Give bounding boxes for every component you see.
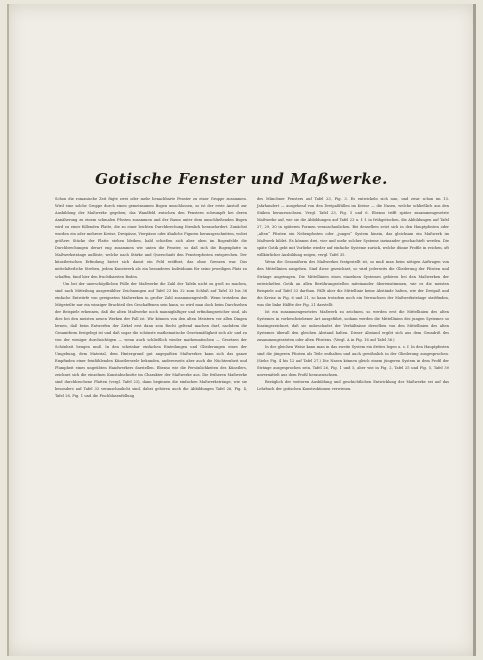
paragraph: Um bei der unerschöpflichen Fülle der Maßwerke die Zahl der Tafeln nicht zu groß zu machen, sind nach Mitteilung ausgewählter Zeichnungen auf Tafel 23 bis 32 zum Schluß auf Tafel 33 bis 36 einfache Entwürfe von geeigneten Maßwerken in großer Zahl zusammengestellt. Wenn trotzdem das Mitgeteilte nur ein winziger Bruchteil des Geschaffenen sein kann, so wird man doch beim Durchsehen der Beispiele erkennen, daß die alten Maßwerke noch mannigfaltiger und erfindungsreicher sind, als dies bei den meisten neuen Werken der Fall ist. Wir können von den alten Meistern vor allen Dingen lernen, daß beim Entwerfen der Zirkel erst dann sein Recht geltend machen darf, nachdem die Gesamtform festgelegt ist und daß sogar die schönste mathematische Gesetzmäßigkeit sich ab- und zu von der weniger durchsichtigen — wenn auch schließlich wieder mathematischen — Gesetzen der Schönheit beugen muß. In den scheinbar einfachen Einteilungen und Gliederungen eines der Umgebung, dem Material, dem Hintergrund gut angepaßten Maßwerkes kann sich das ganze Empfinden einer feinfühlenden Künstlerseele bekunden, andererseits aber auch die Nüchternheit und Plumpheit eines ungeübten Handwerkers darstellen. Ebenso wie die Persönlichkeiten des Künstlers, zeichnet sich die einzelnen Kunstabschnitte im Charakter der Maßwerke aus. Die früheren Maßwerke sind durchbrochene Platten (vergl. Tafel 23), dann beginnen die einfachen Maßwerkstränge, wie sie besonders auf Tafel 33 veranschaulicht sind, dabei gehören auch die Abbildungen Tafel 26, Fig. 4, Tafel 28, Fig. 1 und die Fischblasenfüllung (55, 281, 247, 399)
paragraph: Ist ein zusammengesetztes Maßwerk zu zeichnen, so werden erst die Mittellinien des alten Systemes in vorbeschriebener Art ausgeführt, sodann werden die Mittellinien des jungen Systemes so hineingezeichnet, daß sie unbeschadet der Verhältnisse derselben von den Mittellinien des alten Systemes überall den gleichen Abstand halten. Dieser Abstand ergibt sich aus dem Grundriß des zusammengesetzten oder alten Pfostens. (Vergl. A in Fig. 16 auf Tafel 36.) (257, 309, 449, 342)
paragraph: In der gleichen Weise kann man in das zweite System ein drittes legen u. s. f. In den Hauptpfosten sind die jüngeren Pfosten als Teile enthalten und auch gewöhnlich in der Gliederung ausgesprochen. (Siehe Fig. 4 bis 12 auf Tafel 27.) Die Nasen können gleich einem jüngeren System in dem Profil der Stränge ausgesprochen sein, Tafel 26, Fig. 1 und 5, aber wie in Fig. 2, Tafel 25 und Fig. 5, Tafel 30 unvermittelt aus dem Profil herauswachsen. (257, 344, 449, 378)
paragraph: Bezüglich der weiteren Ausbildung und geschichtlichen Entwicklung der Maßwerke sei auf das Lehrbuch der gotischen Konstruktionen verwiesen. (257, 380, 449, 392)
book-page (7, 4, 476, 656)
paragraph: Schon die romanische Zeit fügte zwei oder mehr benachbarte Fenster zu einer Gruppe zusammen. Wird eine solche Gruppe durch einen gemeinsamen Bogen umschlossen, so ist der erste Anstoß zur Ausbildung der Maßwerke gegeben; das Wandfeld zwischen den Fenstern schrumpft bei deren Annäherung zu einem schmalen Pfosten zusammen und der Raum unter dem umschließenden Bogen wird zu einer füllenden Platte, die zu einer leichten Durchbrechung förmlich herausfordert. Zunächst wurden ein oder mehrere Kreise, Dreipässe, Vierpässe oder ähnliche Figuren herausgeschnitten, wobei größere Stücke der Platte stehen bleiben, bald schießen sich aber oben im Bogenfelde die Durchbrechungen derart eng zusammen wie unten die Fenster, so daß sich die Bogenplatte in Maßwerkstränge auflöste, welche nach Stärke und Querschnitt den Fensterpfosten entsprechen. Der künstlerischen Erfindung bietet sich damit ein Feld eröffnet, das ohne Grenzen war. Das mittelalterliche Streben, jedem Kunstwerk als ein besonderes Individuum für seine jeweiligen Platz zu schaffen, fand hier den fruchtbarsten Boden. (55, 197, 247, 279)
right-text-column (257, 196, 449, 536)
left-text-column (55, 196, 247, 616)
page-title: Gotische Fenster und Maßwerke. (95, 170, 388, 188)
paragraph: des Münchner Fensters auf Tafel 23, Fig. 3. Es entwickeln sich nun, und zwar schon im 13. Jahrhundert — ausgehend von den Dreipaßfüllen im Kreise — die Nasen, welche schließlich aus den Stäben herauswachsen. Vergl. Tafel 23, Fig. 5 und 6. Ebenso trifft später zusammengesetzte Maßwerke auf, wie sie die Abbildungen auf Tafel 23 u. f. f. in frühgotischen, die Abbildungen auf Tafel 27, 29, 30 in späteren Formen veranschaulichen. Bei denselben setzt sich in den Hauptpfosten oder „alten“ Pfosten ein Nebenpfosten oder „junges“ System hinein, das gleichsam ein Maßwerk im Maßwerk bildet. Es können drei, vier und mehr solcher Systeme ineinander geschachtelt werden. Die späte Gotik geht mit Vorliebe wieder auf einfache Systeme zurück, welche dünne Profile in reichen, oft willkürlicher Ausbildung zeigen, vergl. Tafel 35. (257, 197, 449, 258)
paragraph: Wenn die Gesamtform des Maßwerkes festgestellt ist, so muß man beim nötigen Auftragen von den Mittellinien ausgehen. Sind diese gezeichnet, so wird jederseits die Gliederung der Pfosten und Stränge angetragen. Die Mittellinien eines einzelnen Systemes gehören bei den Maßwerken der entwickelten Gotik an allen Berührungsstellen miteinander übereinstimmen, wie es die meisten Beispiele auf Tafel 33 darthun. Fällt aber die Mittellinie keine Abstände halten, wie der Dreipaß und die Kreise in Fig. 6 und 21, so kann trotzdem noch ein Verwachsen der Maßwerkstränge stattfinden, was die linke Hälfte der Fig. 21 darstellt. (257, 260, 449, 307)
